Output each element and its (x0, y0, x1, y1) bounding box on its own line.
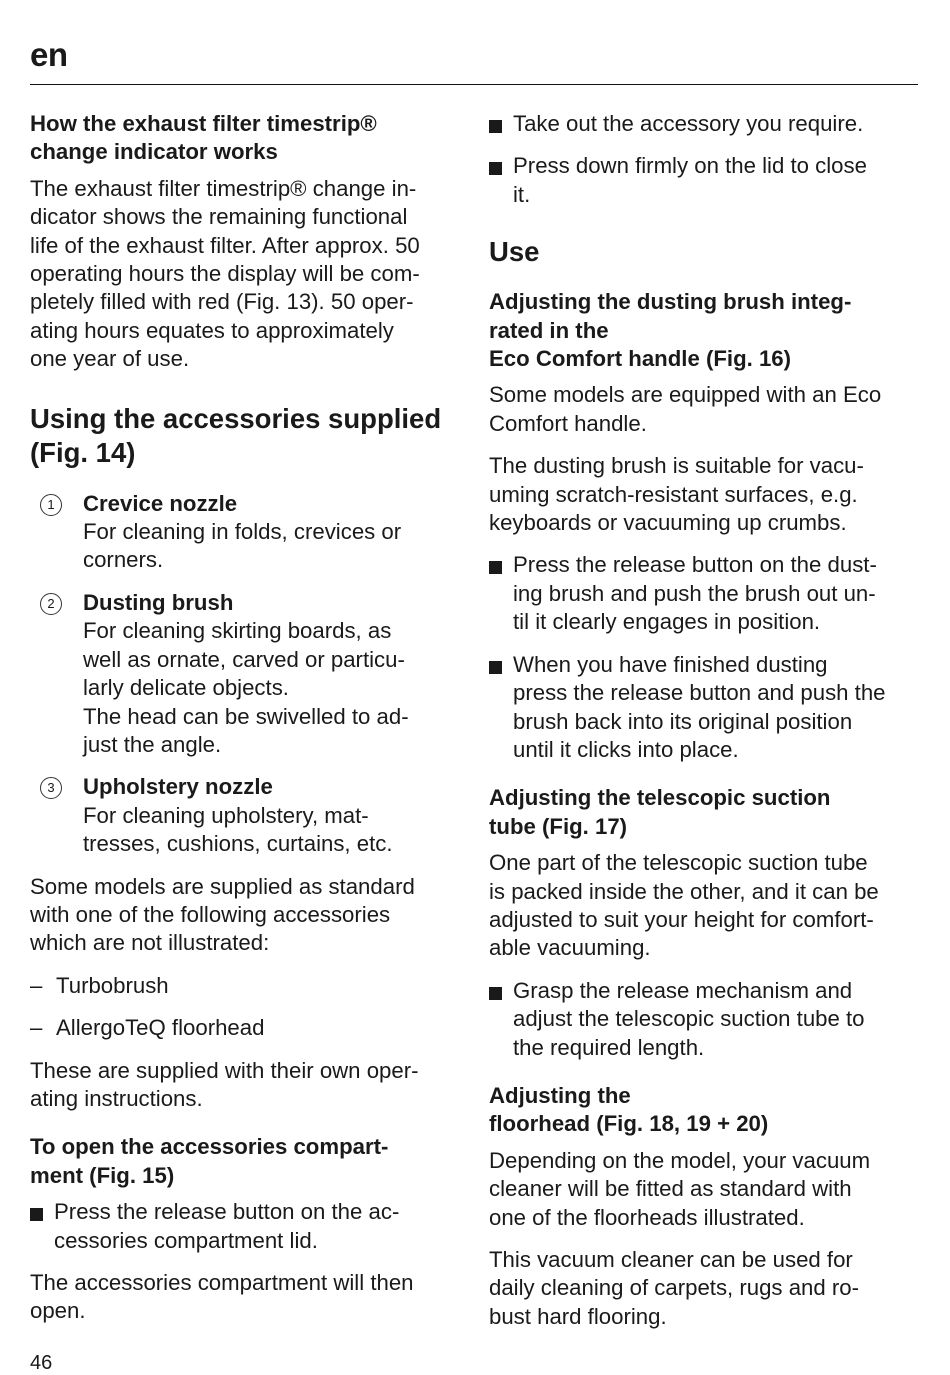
square-bullet-icon (489, 561, 502, 574)
bullet-text: Take out the accessory you require. (513, 111, 864, 136)
bullet-item (489, 110, 921, 138)
heading-floorhead: Adjusting the floorhead (Fig. 18, 19 + 20) (489, 1082, 769, 1137)
list-item (30, 490, 465, 575)
paragraph-daily: This vacuum cleaner can be used for daily cleaning of carpets, rugs and ro- bust hard flooring. (489, 1247, 859, 1329)
bullet-item: Press down firmly on the lid to close it. (489, 152, 921, 209)
bullet-item: When you have finished dusting press the release button and push the brush back into its original position until it clicks into place. (489, 651, 921, 765)
heading-dusting-brush: Adjusting the dusting brush integ- rated in the Eco Comfort handle (Fig. 16) (489, 289, 852, 372)
dash-item-text: Turbobrush (56, 972, 169, 998)
dash-item (30, 972, 465, 1000)
circled-number: 2 (40, 593, 62, 615)
header-rule (30, 84, 918, 85)
language-label: en (30, 36, 68, 73)
dash-mark: – (30, 1015, 43, 1041)
square-bullet-icon (489, 661, 502, 674)
item-text-2: The head can be swivelled to ad- just the angle. (83, 703, 409, 757)
page-number: 46 (30, 1352, 53, 1374)
square-bullet-icon (30, 1208, 43, 1221)
list-item (30, 589, 465, 759)
item-title: Upholstery nozzle (83, 774, 273, 800)
paragraph-supplied: These are supplied with their own oper- ating instructions. (30, 1057, 419, 1111)
circled-number: 3 (40, 777, 62, 799)
square-bullet-icon (489, 162, 502, 175)
right-column (489, 110, 921, 1331)
bullet-item: Press the release button on the dust- ing brush and push the brush out un- til it clearly engages in position. (489, 551, 921, 636)
item-title: Dusting brush (83, 589, 234, 615)
heading-use: Use (489, 236, 540, 268)
square-bullet-icon (489, 987, 502, 1000)
bullet-item: Press the release button on the ac- cessories compartment lid. (30, 1198, 465, 1255)
paragraph-floorhead: Depending on the model, your vacuum cleaner will be fitted as standard with one of the floorheads illustrated. (489, 1147, 871, 1230)
heading-timestrip: How the exhaust filter timestrip® change indicator works (30, 111, 377, 165)
dash-item (30, 1014, 465, 1042)
dash-mark: – (30, 972, 43, 998)
paragraph-eco: Some models are equipped with an Eco Comfort handle. (489, 382, 882, 436)
paragraph-timestrip: The exhaust filter timestrip® change in- dicator shows the remaining functional life of the exhaust filter. After approx. 50 operating hours the display will be com- pletely filled with red (Fig. 13). 50 oper- ating hours equates to approximately one year of use. (30, 175, 420, 372)
list-item (30, 773, 465, 858)
heading-telescopic: Adjusting the telescopic suction tube (Fig. 17) (489, 785, 831, 839)
paragraph-brush: The dusting brush is suitable for vacu- uming scratch-resistant surfaces, e.g. keyboards or vacuuming up crumbs. (489, 453, 864, 536)
paragraph-telescopic: One part of the telescopic suction tube is packed inside the other, and it can be adjusted to suit your height for comfort- able vacuuming. (489, 850, 879, 961)
bullet-item: Grasp the release mechanism and adjust the telescopic suction tube to the required length. (489, 977, 921, 1062)
paragraph-some-models: Some models are supplied as standard with one of the following accessories which are not illustrated: (30, 873, 415, 956)
item-text: For cleaning skirting boards, as well as ornate, carved or particu- larly delicate objects. (83, 618, 405, 701)
square-bullet-icon (489, 120, 502, 133)
left-column (30, 110, 465, 1326)
heading-open-compartment: To open the accessories compart- ment (Fig. 15) (30, 1134, 389, 1188)
item-text: For cleaning in folds, crevices or corners. (83, 519, 402, 573)
circled-number: 1 (40, 494, 62, 516)
item-title: Crevice nozzle (83, 490, 238, 516)
item-text: For cleaning upholstery, mat- tresses, cushions, curtains, etc. (83, 802, 393, 857)
paragraph-open: The accessories compartment will then open. (30, 1270, 414, 1324)
dash-item-text: AllergoTeQ floorhead (56, 1015, 265, 1041)
heading-accessories: Using the accessories supplied (Fig. 14) (30, 402, 442, 468)
